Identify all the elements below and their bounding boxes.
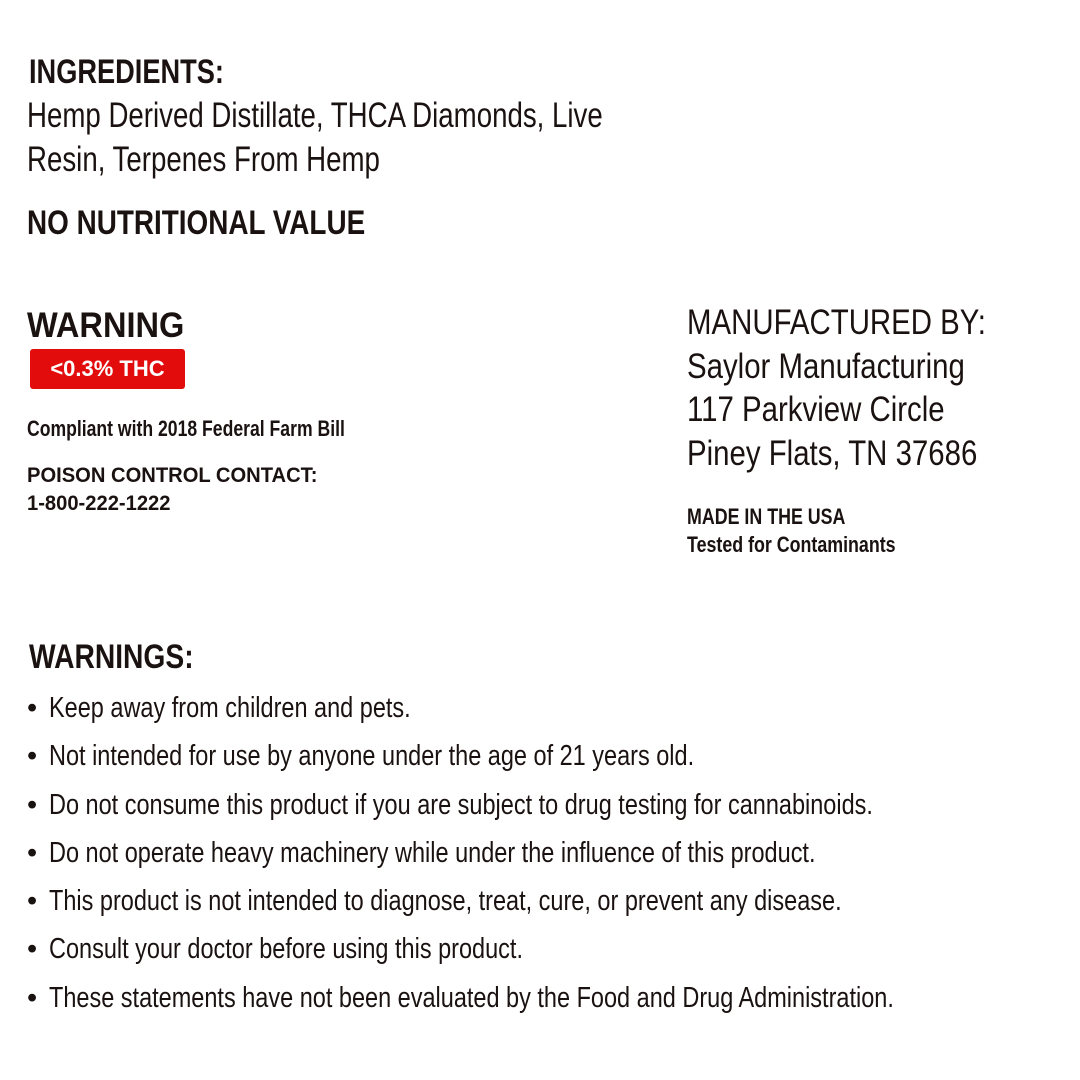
farm-bill-compliance: Compliant with 2018 Federal Farm Bill xyxy=(27,416,345,441)
ingredients-text xyxy=(27,94,756,182)
ingredients-line: Hemp Derived Distillate, THCA Diamonds, Live xyxy=(27,96,603,135)
bullet-icon: • xyxy=(27,692,38,724)
ingredients-line: Resin, Terpenes From Hemp xyxy=(27,140,380,179)
bullet-icon: • xyxy=(27,740,38,773)
manufacturer-city: Piney Flats, TN 37686 xyxy=(687,433,978,473)
warning-heading: WARNING xyxy=(27,306,185,345)
bullet-icon: • xyxy=(27,933,38,966)
poison-control-block xyxy=(27,462,330,518)
bullet-icon: • xyxy=(27,788,38,821)
bullet-icon: • xyxy=(27,981,38,1014)
manufacturer-label: MANUFACTURED BY: xyxy=(687,303,986,342)
made-in-usa: MADE IN THE USA xyxy=(687,504,846,529)
manufacturer-street: 117 Parkview Circle xyxy=(687,390,945,429)
thc-badge: <0.3% THC xyxy=(30,349,185,389)
origin-block xyxy=(687,503,945,559)
bullet-icon: • xyxy=(27,885,38,918)
poison-control-number: 1-800-222-1222 xyxy=(27,492,171,515)
poison-control-label: POISON CONTROL CONTACT: xyxy=(27,464,318,487)
ingredients-heading: INGREDIENTS: xyxy=(29,53,224,91)
bullet-icon: • xyxy=(27,836,38,869)
manufacturer-name: Saylor Manufacturing xyxy=(687,346,965,386)
tested-note: Tested for Contaminants xyxy=(687,532,896,557)
warnings-heading: WARNINGS: xyxy=(29,638,194,676)
nutrition-note: NO NUTRITIONAL VALUE xyxy=(27,204,366,242)
manufacturer-block xyxy=(687,301,1043,475)
